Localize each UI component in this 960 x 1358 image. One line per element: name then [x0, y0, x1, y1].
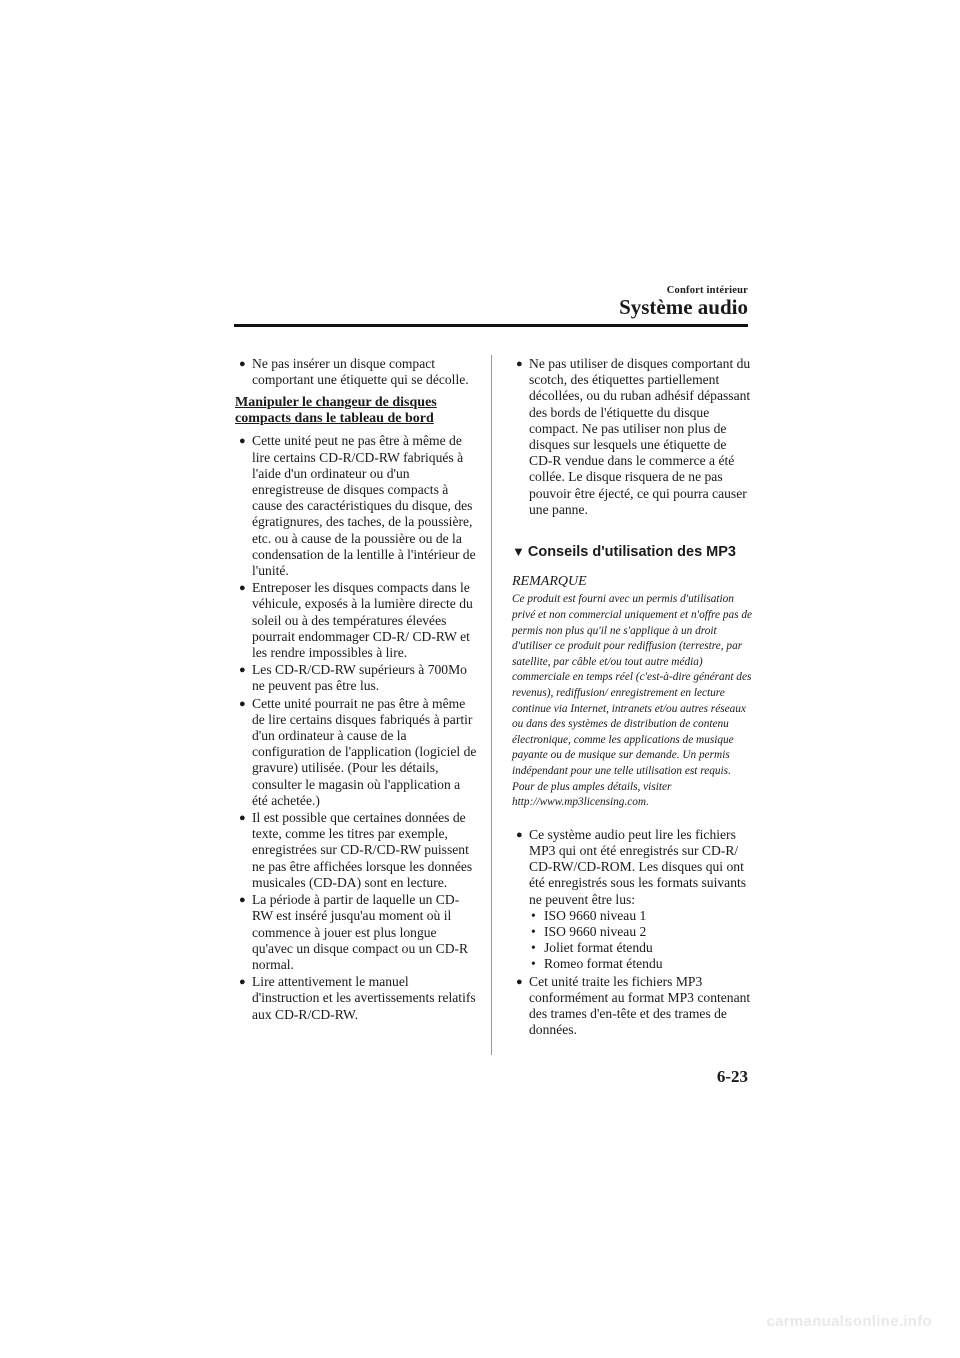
header-rule: [234, 324, 748, 327]
bullet-icon: ●: [516, 975, 523, 988]
small-bullet-icon: •: [531, 923, 536, 939]
list-item: ● Les CD-R/CD-RW supérieurs à 700Mo ne peuvent pas être lus.: [239, 662, 467, 694]
mp3-section-heading: ▼ Conseils d'utilisation des MP3: [512, 544, 736, 561]
right-column: [512, 356, 752, 1039]
format-item: • Romeo format étendu: [531, 956, 663, 972]
bullet-icon: ●: [239, 664, 246, 677]
list-item: ● Ne pas utiliser de disques comportant du scotch, des étiquettes partiellement décollées, ou du ruban adhésif dépassant des bords de l'étiquette du disque compact. Ne pas utiliser non plus de disques sur lesquels une étiquette de CD-R vendue dans le commerce a été collée. Le disque risquera de ne pas pouvoir être éjecté, ce qui pourra causer une panne.: [516, 356, 751, 517]
chapter-label: Confort intérieur: [666, 285, 748, 296]
format-item: • ISO 9660 niveau 2: [531, 923, 647, 939]
small-bullet-icon: •: [531, 956, 536, 972]
column-divider: [491, 355, 492, 1055]
footer-watermark: carmanualsonline.info: [766, 1313, 932, 1330]
note-title: REMARQUE: [512, 574, 587, 590]
list-item: ● La période à partir de laquelle un CD-RW est inséré jusqu'au moment où il commence à jouer est plus longue qu'avec un disque compact ou un CD-R normal.: [239, 892, 469, 972]
left-column: [235, 356, 478, 1024]
list-item: ● Cette unité pourrait ne pas être à même de lire certains disques fabriqués à partir d'un ordinateur à cause de la configuration de l'application (logiciel de gravure) utilisée. (Pour les détails, consulter le magasin où l'application a été achetée.): [239, 695, 477, 808]
bullet-icon: ●: [239, 582, 246, 595]
list-item: ● Lire attentivement le manuel d'instruction et les avertissements relatifs aux CD-R/CD-RW.: [239, 974, 476, 1022]
triangle-down-icon: ▼: [512, 544, 525, 560]
list-item: ● Il est possible que certaines données de texte, comme les titres par exemple, enregistrées sur CD-R/CD-RW puissent ne pas être affichées lorsque les données musicales (CD-DA) sont en lecture.: [239, 810, 473, 890]
bullet-icon: ●: [239, 697, 246, 710]
bullet-icon: ●: [239, 976, 246, 989]
page-number: 6-23: [716, 1067, 748, 1086]
small-bullet-icon: •: [531, 907, 536, 923]
bullet-icon: ●: [239, 358, 246, 370]
bullet-icon: ●: [239, 812, 246, 825]
note-text: Ce produit est fourni avec un permis d'utilisation privé et non commercial uniquement et n'offre pas de permis non plus qu'il ne s'applique à un droit d'utiliser ce produit pour rediffusion (terrestre, par satellite, par câble et/ou tout autre média) commerciale en temps réel (c'est-à-dire générant des revenus), rediffusion/ enregistrement en lecture continue via Internet, intranets et/ou autres réseaux ou dans des systèmes de distribution de contenu électronique, comme les applications de musique payante ou de musique sur demande. Un permis indépendant pour une telle utilisation est requis. Pour de plus amples détails, visiter http://www.mp3licensing.com.: [512, 593, 753, 809]
format-item: • Joliet format étendu: [531, 940, 653, 956]
small-bullet-icon: •: [531, 940, 536, 956]
bullet-icon: ●: [239, 894, 246, 907]
list-item: ● Cet unité traite les fichiers MP3 conformément au format MP3 contenant des trames d'en-tête et des trames de données.: [516, 973, 751, 1038]
list-item: ● Ce système audio peut lire les fichiers MP3 qui ont été enregistrés sur CD-R/ CD-RW/CD-ROM. Les disques qui ont été enregistrés sous les formats suivants ne peuvent être lus: • ISO 9660 niveau 1 • ISO 9660 niveau 2 • Joliet format étendu • Romeo format étendu: [512, 827, 752, 973]
list-item: ● Ne pas insérer un disque compact comportant une étiquette qui se décolle.: [239, 356, 469, 388]
section-title: Système audio: [619, 295, 748, 319]
bullet-icon: ●: [239, 435, 246, 448]
subheading: Manipuler le changeur de disques compacts dans le tableau de bord: [235, 395, 437, 427]
list-item: ● Entreposer les disques compacts dans le véhicule, exposés à la lumière directe du soleil ou à des températures élevées pourrait endommager CD-R/ CD-RW et les rendre impossibles à lire.: [239, 580, 473, 661]
list-item: ● Cette unité peut ne pas être à même de lire certains CD-R/CD-RW fabriqués à l'aide d'un ordinateur ou d'un enregistreuse de disques compacts à cause des caractéristiques du disque, des égratignures, des taches, de la poussière, etc. ou à cause de la poussière ou de la condensation de la lentille à l'intérieur de l'unité.: [239, 433, 476, 579]
bullet-icon: ●: [516, 828, 523, 841]
format-item: • ISO 9660 niveau 1: [531, 907, 647, 923]
bullet-icon: ●: [516, 358, 523, 370]
